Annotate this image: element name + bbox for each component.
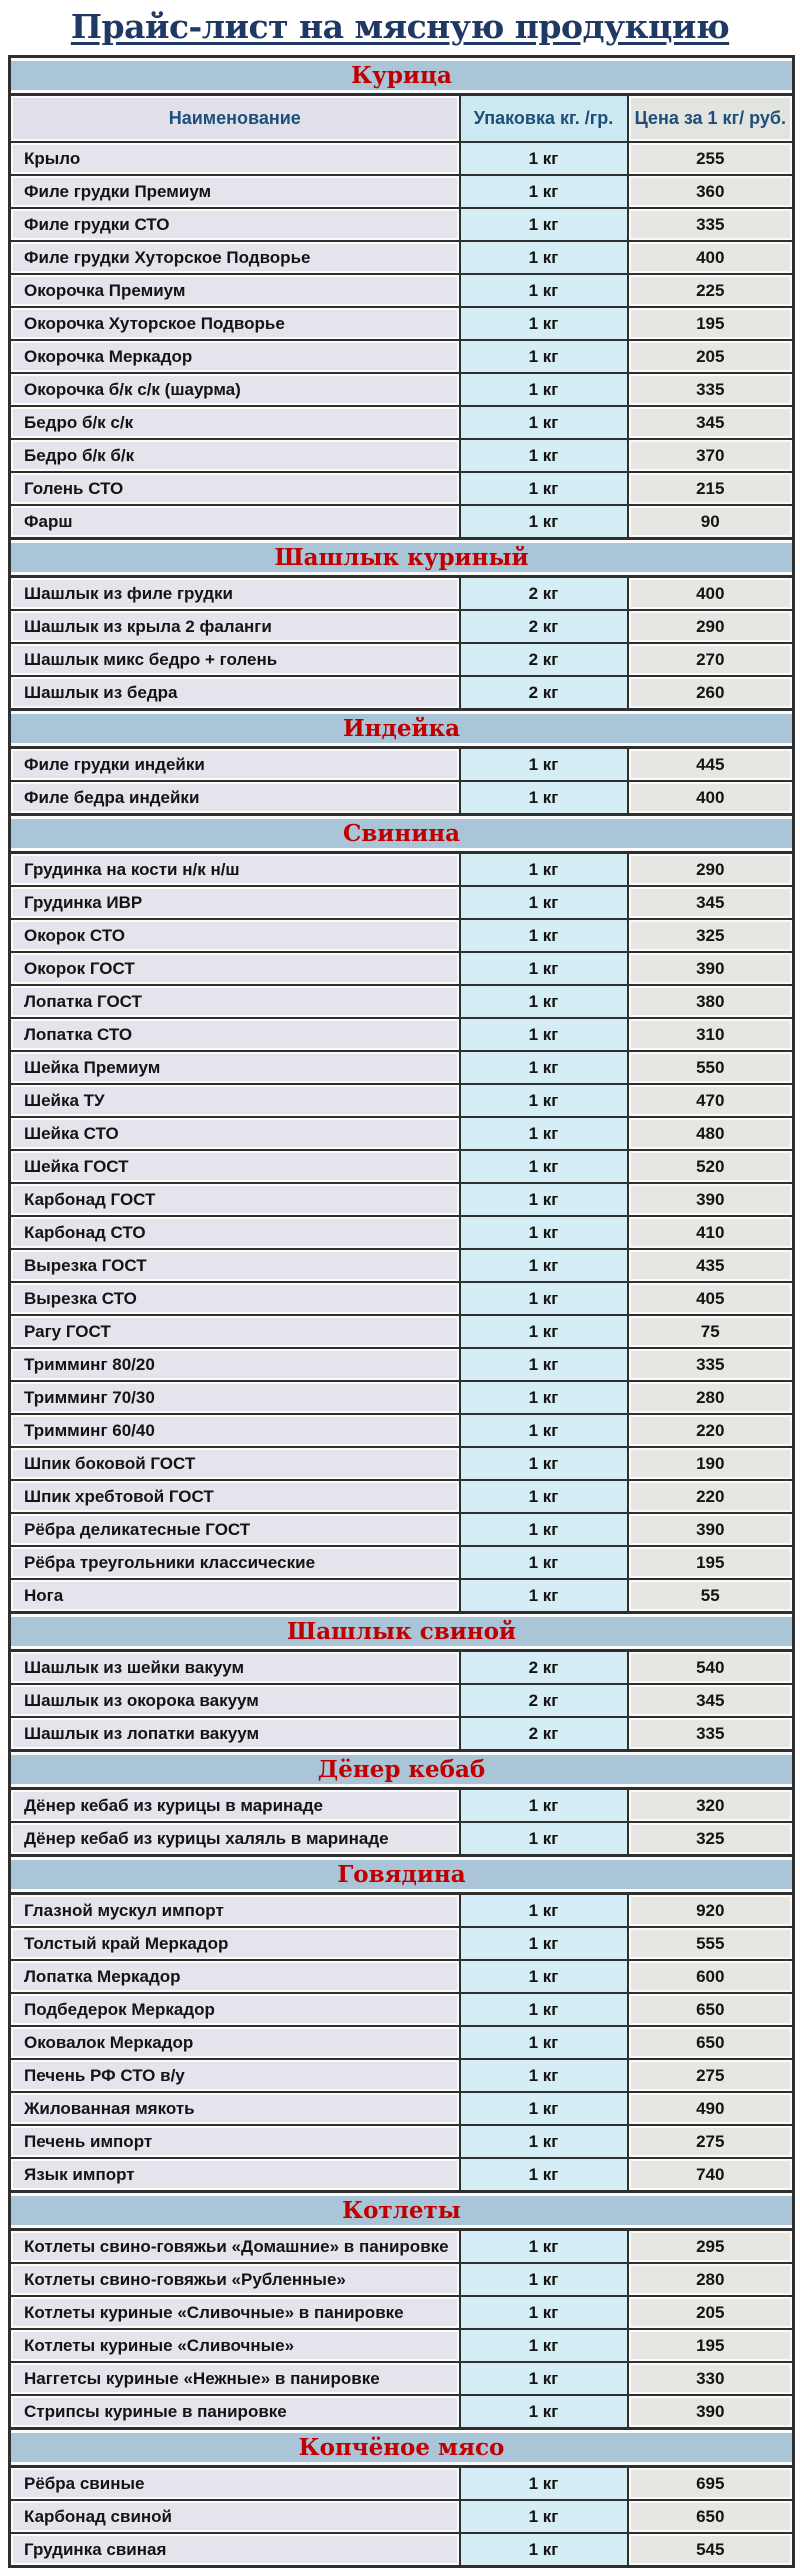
- product-name-cell: Крыло: [10, 142, 460, 175]
- table-row: [10, 1282, 794, 1315]
- price-cell: 320: [628, 1789, 794, 1823]
- product-name-cell: Шашлык из лопатки вакуум: [10, 1717, 460, 1751]
- product-name-cell: Голень СТО: [10, 472, 460, 505]
- product-name-cell: Шашлык из окорока вакуум: [10, 1684, 460, 1717]
- table-row: [10, 577, 794, 611]
- price-cell: 275: [628, 2125, 794, 2158]
- product-name-cell: Окорок СТО: [10, 919, 460, 952]
- product-name-cell: Рёбра деликатесные ГОСТ: [10, 1513, 460, 1546]
- price-cell: 55: [628, 1579, 794, 1613]
- product-name-cell: Грудинка свиная: [10, 2533, 460, 2567]
- section-header-4: Свинина: [10, 815, 794, 853]
- price-cell: 545: [628, 2533, 794, 2567]
- price-cell: 215: [628, 472, 794, 505]
- section-header-7: Говядина: [10, 1856, 794, 1894]
- product-name-cell: Окорочка Меркадор: [10, 340, 460, 373]
- table-row: [10, 1894, 794, 1928]
- section-header-8: Котлеты: [10, 2192, 794, 2230]
- table-row: [10, 1414, 794, 1447]
- package-cell: 1 кг: [460, 2026, 628, 2059]
- price-table: [8, 55, 795, 2568]
- product-name-cell: Дёнер кебаб из курицы в маринаде: [10, 1789, 460, 1823]
- product-name-cell: Наггетсы куриные «Нежные» в панировке: [10, 2362, 460, 2395]
- price-cell: 290: [628, 853, 794, 887]
- product-name-cell: Тримминг 80/20: [10, 1348, 460, 1381]
- product-name-cell: Жилованная мякоть: [10, 2092, 460, 2125]
- table-row: [10, 1651, 794, 1685]
- package-cell: 1 кг: [460, 1414, 628, 1447]
- table-row: [10, 1183, 794, 1216]
- package-cell: 1 кг: [460, 1051, 628, 1084]
- package-cell: 2 кг: [460, 1717, 628, 1751]
- package-cell: 1 кг: [460, 2362, 628, 2395]
- table-row: [10, 307, 794, 340]
- column-header-2: Цена за 1 кг/ руб.: [628, 95, 794, 143]
- product-name-cell: Оковалок Меркадор: [10, 2026, 460, 2059]
- table-row: [10, 2533, 794, 2567]
- section-row: [10, 710, 794, 748]
- section-row: [10, 2429, 794, 2467]
- package-cell: 1 кг: [460, 175, 628, 208]
- product-name-cell: Филе грудки СТО: [10, 208, 460, 241]
- price-cell: 335: [628, 373, 794, 406]
- price-cell: 400: [628, 577, 794, 611]
- table-row: [10, 1150, 794, 1183]
- table-row: [10, 2395, 794, 2429]
- product-name-cell: Стрипсы куриные в панировке: [10, 2395, 460, 2429]
- price-cell: 255: [628, 142, 794, 175]
- section-header-5: Шашлык свиной: [10, 1613, 794, 1651]
- section-header-3: Индейка: [10, 710, 794, 748]
- product-name-cell: Печень РФ СТО в/у: [10, 2059, 460, 2092]
- product-name-cell: Котлеты куриные «Сливочные» в панировке: [10, 2296, 460, 2329]
- table-row: [10, 1579, 794, 1613]
- price-cell: 695: [628, 2467, 794, 2501]
- product-name-cell: Вырезка СТО: [10, 1282, 460, 1315]
- table-row: [10, 439, 794, 472]
- table-row: [10, 2230, 794, 2264]
- table-row: [10, 472, 794, 505]
- product-name-cell: Нога: [10, 1579, 460, 1613]
- product-name-cell: Филе бедра индейки: [10, 781, 460, 815]
- package-cell: 1 кг: [460, 1150, 628, 1183]
- product-name-cell: Язык импорт: [10, 2158, 460, 2192]
- package-cell: 1 кг: [460, 1480, 628, 1513]
- product-name-cell: Печень импорт: [10, 2125, 460, 2158]
- table-row: [10, 2296, 794, 2329]
- column-header-1: Упаковка кг. /гр.: [460, 95, 628, 143]
- product-name-cell: Бедро б/к с/к: [10, 406, 460, 439]
- package-cell: 1 кг: [460, 1183, 628, 1216]
- price-cell: 480: [628, 1117, 794, 1150]
- price-cell: 195: [628, 1546, 794, 1579]
- table-row: [10, 2362, 794, 2395]
- product-name-cell: Дёнер кебаб из курицы халяль в маринаде: [10, 1822, 460, 1856]
- table-row: [10, 1381, 794, 1414]
- product-name-cell: Шейка ТУ: [10, 1084, 460, 1117]
- product-name-cell: Шашлык из филе грудки: [10, 577, 460, 611]
- price-cell: 335: [628, 1717, 794, 1751]
- package-cell: 2 кг: [460, 1651, 628, 1685]
- package-cell: 1 кг: [460, 1018, 628, 1051]
- table-row: [10, 643, 794, 676]
- price-cell: 345: [628, 886, 794, 919]
- table-row: [10, 985, 794, 1018]
- price-cell: 195: [628, 2329, 794, 2362]
- product-name-cell: Окорочка б/к с/к (шаурма): [10, 373, 460, 406]
- column-header-row: [10, 95, 794, 143]
- package-cell: 1 кг: [460, 2500, 628, 2533]
- column-header-0: Наименование: [10, 95, 460, 143]
- section-row: [10, 815, 794, 853]
- section-header-1: Курица: [10, 57, 794, 95]
- package-cell: 1 кг: [460, 2395, 628, 2429]
- package-cell: 1 кг: [460, 781, 628, 815]
- product-name-cell: Шейка СТО: [10, 1117, 460, 1150]
- price-cell: 400: [628, 241, 794, 274]
- package-cell: 2 кг: [460, 577, 628, 611]
- package-cell: 2 кг: [460, 1684, 628, 1717]
- table-row: [10, 1018, 794, 1051]
- product-name-cell: Грудинка на кости н/к н/ш: [10, 853, 460, 887]
- section-header-9: Копчёное мясо: [10, 2429, 794, 2467]
- section-row: [10, 1613, 794, 1651]
- table-row: [10, 1993, 794, 2026]
- price-cell: 390: [628, 1183, 794, 1216]
- product-name-cell: Подбедерок Меркадор: [10, 1993, 460, 2026]
- price-cell: 290: [628, 610, 794, 643]
- package-cell: 1 кг: [460, 373, 628, 406]
- price-cell: 410: [628, 1216, 794, 1249]
- package-cell: 1 кг: [460, 1927, 628, 1960]
- product-name-cell: Окорок ГОСТ: [10, 952, 460, 985]
- section-row: [10, 57, 794, 95]
- product-name-cell: Тримминг 70/30: [10, 1381, 460, 1414]
- price-cell: 195: [628, 307, 794, 340]
- package-cell: 2 кг: [460, 610, 628, 643]
- price-cell: 310: [628, 1018, 794, 1051]
- table-row: [10, 919, 794, 952]
- product-name-cell: Шашлык микс бедро + голень: [10, 643, 460, 676]
- price-cell: 295: [628, 2230, 794, 2264]
- product-name-cell: Филе грудки Хуторское Подворье: [10, 241, 460, 274]
- page-title: Прайс-лист на мясную продукцию: [70, 7, 730, 46]
- package-cell: 1 кг: [460, 1348, 628, 1381]
- product-name-cell: Окорочка Премиум: [10, 274, 460, 307]
- product-name-cell: Окорочка Хуторское Подворье: [10, 307, 460, 340]
- package-cell: 1 кг: [460, 1513, 628, 1546]
- package-cell: 1 кг: [460, 340, 628, 373]
- package-cell: 1 кг: [460, 1282, 628, 1315]
- package-cell: 1 кг: [460, 241, 628, 274]
- package-cell: 1 кг: [460, 1249, 628, 1282]
- price-cell: 345: [628, 1684, 794, 1717]
- product-name-cell: Карбонад СТО: [10, 1216, 460, 1249]
- package-cell: 1 кг: [460, 2533, 628, 2567]
- price-cell: 190: [628, 1447, 794, 1480]
- price-cell: 280: [628, 1381, 794, 1414]
- price-cell: 555: [628, 1927, 794, 1960]
- price-cell: 380: [628, 985, 794, 1018]
- package-cell: 1 кг: [460, 1546, 628, 1579]
- package-cell: 1 кг: [460, 1822, 628, 1856]
- product-name-cell: Бедро б/к б/к: [10, 439, 460, 472]
- table-row: [10, 952, 794, 985]
- table-row: [10, 1513, 794, 1546]
- price-cell: 220: [628, 1414, 794, 1447]
- product-name-cell: Шейка ГОСТ: [10, 1150, 460, 1183]
- price-cell: 205: [628, 2296, 794, 2329]
- section-row: [10, 1856, 794, 1894]
- package-cell: 1 кг: [460, 886, 628, 919]
- table-row: [10, 1480, 794, 1513]
- price-cell: 280: [628, 2263, 794, 2296]
- package-cell: 1 кг: [460, 952, 628, 985]
- package-cell: 1 кг: [460, 1894, 628, 1928]
- package-cell: 1 кг: [460, 919, 628, 952]
- product-name-cell: Фарш: [10, 505, 460, 539]
- table-row: [10, 2329, 794, 2362]
- package-cell: 1 кг: [460, 307, 628, 340]
- product-name-cell: Котлеты свино-говяжьи «Рубленные»: [10, 2263, 460, 2296]
- package-cell: 1 кг: [460, 2230, 628, 2264]
- package-cell: 1 кг: [460, 2092, 628, 2125]
- package-cell: 1 кг: [460, 1084, 628, 1117]
- price-cell: 600: [628, 1960, 794, 1993]
- table-row: [10, 1447, 794, 1480]
- section-row: [10, 539, 794, 577]
- price-cell: 345: [628, 406, 794, 439]
- package-cell: 1 кг: [460, 2467, 628, 2501]
- table-row: [10, 781, 794, 815]
- table-row: [10, 208, 794, 241]
- price-cell: 390: [628, 2395, 794, 2429]
- package-cell: 1 кг: [460, 1579, 628, 1613]
- section-row: [10, 2192, 794, 2230]
- table-row: [10, 340, 794, 373]
- package-cell: 1 кг: [460, 1993, 628, 2026]
- table-row: [10, 1249, 794, 1282]
- product-name-cell: Шашлык из крыла 2 фаланги: [10, 610, 460, 643]
- product-name-cell: Шпик хребтовой ГОСТ: [10, 1480, 460, 1513]
- product-name-cell: Шашлык из бедра: [10, 676, 460, 710]
- table-row: [10, 1084, 794, 1117]
- price-list-page: [0, 7, 800, 2568]
- package-cell: 1 кг: [460, 2263, 628, 2296]
- product-name-cell: Шпик боковой ГОСТ: [10, 1447, 460, 1480]
- table-row: [10, 676, 794, 710]
- package-cell: 1 кг: [460, 1789, 628, 1823]
- table-row: [10, 2500, 794, 2533]
- product-name-cell: Тримминг 60/40: [10, 1414, 460, 1447]
- price-cell: 445: [628, 748, 794, 782]
- table-row: [10, 505, 794, 539]
- package-cell: 1 кг: [460, 1447, 628, 1480]
- price-table-body: [10, 57, 794, 2567]
- price-cell: 540: [628, 1651, 794, 1685]
- price-cell: 275: [628, 2059, 794, 2092]
- package-cell: 1 кг: [460, 274, 628, 307]
- price-cell: 325: [628, 919, 794, 952]
- product-name-cell: Вырезка ГОСТ: [10, 1249, 460, 1282]
- table-row: [10, 1546, 794, 1579]
- package-cell: 1 кг: [460, 1216, 628, 1249]
- price-cell: 330: [628, 2362, 794, 2395]
- table-row: [10, 2467, 794, 2501]
- table-row: [10, 1117, 794, 1150]
- table-row: [10, 2092, 794, 2125]
- product-name-cell: Лопатка ГОСТ: [10, 985, 460, 1018]
- package-cell: 1 кг: [460, 985, 628, 1018]
- product-name-cell: Рагу ГОСТ: [10, 1315, 460, 1348]
- product-name-cell: Котлеты свино-говяжьи «Домашние» в панировке: [10, 2230, 460, 2264]
- package-cell: 1 кг: [460, 748, 628, 782]
- package-cell: 1 кг: [460, 1381, 628, 1414]
- table-row: [10, 1348, 794, 1381]
- price-cell: 470: [628, 1084, 794, 1117]
- table-row: [10, 175, 794, 208]
- price-cell: 90: [628, 505, 794, 539]
- product-name-cell: Шашлык из шейки вакуум: [10, 1651, 460, 1685]
- package-cell: 1 кг: [460, 2158, 628, 2192]
- package-cell: 2 кг: [460, 676, 628, 710]
- table-row: [10, 1717, 794, 1751]
- table-row: [10, 886, 794, 919]
- price-cell: 205: [628, 340, 794, 373]
- price-cell: 650: [628, 1993, 794, 2026]
- price-cell: 360: [628, 175, 794, 208]
- table-row: [10, 1789, 794, 1823]
- product-name-cell: Филе грудки Премиум: [10, 175, 460, 208]
- package-cell: 1 кг: [460, 2329, 628, 2362]
- table-row: [10, 1684, 794, 1717]
- table-row: [10, 1315, 794, 1348]
- product-name-cell: Рёбра свиные: [10, 2467, 460, 2501]
- product-name-cell: Толстый край Меркадор: [10, 1927, 460, 1960]
- price-cell: 740: [628, 2158, 794, 2192]
- section-header-2: Шашлык куриный: [10, 539, 794, 577]
- price-cell: 270: [628, 643, 794, 676]
- price-cell: 390: [628, 952, 794, 985]
- price-cell: 335: [628, 208, 794, 241]
- table-row: [10, 853, 794, 887]
- package-cell: 2 кг: [460, 643, 628, 676]
- price-cell: 225: [628, 274, 794, 307]
- table-row: [10, 748, 794, 782]
- package-cell: 1 кг: [460, 439, 628, 472]
- price-cell: 260: [628, 676, 794, 710]
- price-cell: 650: [628, 2500, 794, 2533]
- package-cell: 1 кг: [460, 505, 628, 539]
- price-cell: 325: [628, 1822, 794, 1856]
- table-row: [10, 1216, 794, 1249]
- product-name-cell: Филе грудки индейки: [10, 748, 460, 782]
- table-row: [10, 2026, 794, 2059]
- price-cell: 520: [628, 1150, 794, 1183]
- table-row: [10, 1822, 794, 1856]
- product-name-cell: Лопатка СТО: [10, 1018, 460, 1051]
- package-cell: 1 кг: [460, 2059, 628, 2092]
- package-cell: 1 кг: [460, 1315, 628, 1348]
- package-cell: 1 кг: [460, 208, 628, 241]
- package-cell: 1 кг: [460, 1117, 628, 1150]
- table-row: [10, 241, 794, 274]
- package-cell: 1 кг: [460, 406, 628, 439]
- price-cell: 920: [628, 1894, 794, 1928]
- table-row: [10, 1960, 794, 1993]
- product-name-cell: Карбонад свиной: [10, 2500, 460, 2533]
- price-cell: 370: [628, 439, 794, 472]
- price-cell: 435: [628, 1249, 794, 1282]
- product-name-cell: Грудинка ИВР: [10, 886, 460, 919]
- product-name-cell: Рёбра треугольники классические: [10, 1546, 460, 1579]
- price-cell: 335: [628, 1348, 794, 1381]
- table-row: [10, 2059, 794, 2092]
- package-cell: 1 кг: [460, 1960, 628, 1993]
- table-row: [10, 373, 794, 406]
- table-row: [10, 1927, 794, 1960]
- price-cell: 550: [628, 1051, 794, 1084]
- table-row: [10, 142, 794, 175]
- price-cell: 390: [628, 1513, 794, 1546]
- product-name-cell: Карбонад ГОСТ: [10, 1183, 460, 1216]
- table-row: [10, 406, 794, 439]
- package-cell: 1 кг: [460, 853, 628, 887]
- table-row: [10, 2158, 794, 2192]
- table-row: [10, 2125, 794, 2158]
- section-header-6: Дёнер кебаб: [10, 1751, 794, 1789]
- price-cell: 220: [628, 1480, 794, 1513]
- price-cell: 405: [628, 1282, 794, 1315]
- package-cell: 1 кг: [460, 2125, 628, 2158]
- section-row: [10, 1751, 794, 1789]
- package-cell: 1 кг: [460, 142, 628, 175]
- package-cell: 1 кг: [460, 2296, 628, 2329]
- package-cell: 1 кг: [460, 472, 628, 505]
- price-cell: 75: [628, 1315, 794, 1348]
- price-cell: 490: [628, 2092, 794, 2125]
- product-name-cell: Котлеты куриные «Сливочные»: [10, 2329, 460, 2362]
- product-name-cell: Шейка Премиум: [10, 1051, 460, 1084]
- table-row: [10, 2263, 794, 2296]
- product-name-cell: Лопатка Меркадор: [10, 1960, 460, 1993]
- table-row: [10, 610, 794, 643]
- table-row: [10, 1051, 794, 1084]
- table-row: [10, 274, 794, 307]
- product-name-cell: Глазной мускул импорт: [10, 1894, 460, 1928]
- price-cell: 650: [628, 2026, 794, 2059]
- price-cell: 400: [628, 781, 794, 815]
